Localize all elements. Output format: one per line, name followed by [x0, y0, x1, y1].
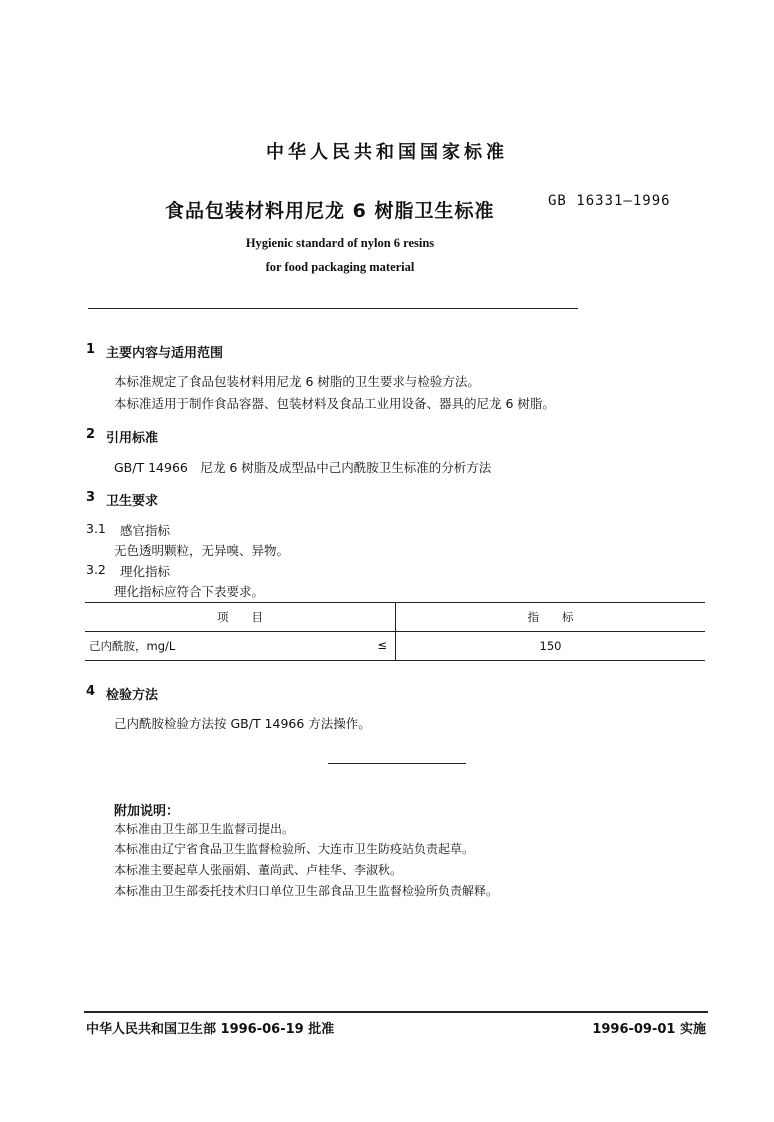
footer-divider [84, 1011, 708, 1013]
table-cell-value: 150 [396, 632, 706, 661]
subsection-3-2-title: 理化指标 [120, 564, 171, 579]
standard-code: GB 16331—1996 [548, 193, 671, 209]
section-1-para-2: 本标准适用于制作食品容器、包装材料及食品工业用设备、器具的尼龙 6 树脂。 [114, 396, 555, 411]
end-divider [328, 763, 466, 764]
effective-date-text: 1996-09-01 实施 [592, 1022, 706, 1037]
section-2-number: 2 [86, 427, 96, 442]
subsection-3-1-title: 感官指标 [120, 523, 171, 538]
national-standard-heading: 中华人民共和国国家标准 [266, 142, 508, 163]
physicochemical-table [85, 602, 705, 661]
section-3-number: 3 [86, 490, 96, 505]
notes-heading: 附加说明： [114, 804, 180, 819]
table-header-index: 指 标 [396, 603, 706, 632]
section-1-para-1: 本标准规定了食品包装材料用尼龙 6 树脂的卫生要求与检验方法。 [114, 374, 480, 389]
section-1-title: 主要内容与适用范围 [106, 346, 224, 361]
english-title-line1: Hygienic standard of nylon 6 resins [245, 236, 435, 250]
header-divider [88, 308, 578, 309]
notes-line-1: 本标准由卫生部卫生监督司提出。 [114, 822, 295, 836]
section-4-para: 己内酰胺检验方法按 GB/T 14966 方法操作。 [114, 716, 371, 731]
notes-line-4: 本标准由卫生部委托技术归口单位卫生部食品卫生监督检验所负责解释。 [114, 884, 499, 898]
table-item-symbol: ≤ [377, 638, 387, 652]
notes-line-2: 本标准由辽宁省食品卫生监督检验所、大连市卫生防疫站负责起草。 [114, 842, 475, 856]
section-1-number: 1 [86, 342, 96, 357]
table-row [85, 632, 705, 661]
subsection-3-2-text: 理化指标应符合下表要求。 [114, 584, 265, 599]
section-4-title: 检验方法 [106, 688, 159, 703]
table-item-label: 己内酰胺，mg/L [89, 639, 176, 653]
section-3-title: 卫生要求 [106, 494, 159, 509]
subsection-3-1-number: 3.1 [86, 521, 106, 536]
notes-line-3: 本标准主要起草人张丽娟、董尚武、卢桂华、李淑秋。 [114, 863, 403, 877]
table-header-row [85, 603, 705, 632]
section-2-title: 引用标准 [106, 431, 159, 446]
table-cell-item [85, 632, 396, 661]
english-title-line2: for food packaging material [265, 260, 415, 274]
subsection-3-1-text: 无色透明颗粒，无异嗅、异物。 [114, 543, 290, 558]
approval-text: 中华人民共和国卫生部 1996-06-19 批准 [86, 1022, 335, 1037]
subsection-3-2-number: 3.2 [86, 562, 106, 577]
section-4-number: 4 [86, 684, 96, 699]
table-header-item: 项 目 [85, 603, 396, 632]
document-title: 食品包装材料用尼龙 6 树脂卫生标准 [165, 200, 495, 222]
referenced-standard: GB/T 14966 尼龙 6 树脂及成型品中己内酰胺卫生标准的分析方法 [114, 460, 492, 475]
